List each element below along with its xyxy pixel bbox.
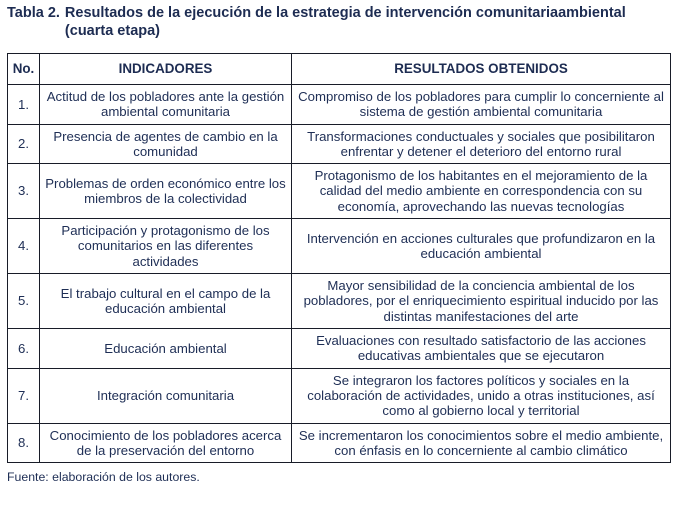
table-row: [8, 368, 671, 423]
indicator-cell: Educación ambiental: [40, 328, 292, 368]
indicator-cell: Integración comunitaria: [40, 368, 292, 423]
result-cell: Compromiso de los pobladores para cumplir lo concerniente al sistema de gestión ambiental comunitaria: [292, 84, 671, 124]
table-title-line1: Resultados de la ejecución de la estrategia de intervención comunitariaambiental: [64, 5, 626, 21]
result-cell: Evaluaciones con resultado satisfactorio de las acciones educativas ambientales que se ejecutaron: [292, 328, 671, 368]
indicator-cell: Actitud de los pobladores ante la gestión ambiental comunitaria: [40, 84, 292, 124]
row-number-cell: 3.: [8, 164, 40, 219]
table-row: [8, 423, 671, 463]
result-cell: Mayor sensibilidad de la conciencia ambiental de los pobladores, por el enriquecimiento espiritual inducido por las distintas manifestaciones del arte: [292, 274, 671, 329]
table-row: [8, 274, 671, 329]
table-title-line2: (cuarta etapa): [64, 22, 161, 39]
table-row: [8, 164, 671, 219]
row-number-cell: 4.: [8, 219, 40, 274]
source-note: Fuente: elaboración de los autores.: [7, 470, 200, 485]
table-row: [8, 219, 671, 274]
header-row: [8, 54, 671, 85]
indicator-cell: Conocimiento de los pobladores acerca de la preservación del entorno: [40, 423, 292, 463]
table-row: [8, 84, 671, 124]
results-table-header: [8, 54, 671, 85]
row-number-cell: 1.: [8, 84, 40, 124]
table-row: [8, 328, 671, 368]
indicator-cell: Problemas de orden económico entre los miembros de la colectividad: [40, 164, 292, 219]
indicator-cell: Presencia de agentes de cambio en la comunidad: [40, 124, 292, 164]
table-title-text: [65, 5, 670, 40]
table-row: [8, 124, 671, 164]
indicator-cell: El trabajo cultural en el campo de la educación ambiental: [40, 274, 292, 329]
row-number-cell: 8.: [8, 423, 40, 463]
column-header-resultados: RESULTADOS OBTENIDOS: [292, 54, 671, 85]
result-cell: Se integraron los factores políticos y sociales en la colaboración de actividades, unido a otras instituciones, así como al gobierno local y territorial: [292, 368, 671, 423]
result-cell: Intervención en acciones culturales que profundizaron en la educación ambiental: [292, 219, 671, 274]
results-table-body: [8, 84, 671, 462]
column-header-indicadores: INDICADORES: [40, 54, 292, 85]
row-number-cell: 7.: [8, 368, 40, 423]
table-title-label: Tabla 2.: [7, 5, 60, 21]
row-number-cell: 5.: [8, 274, 40, 329]
result-cell: Protagonismo de los habitantes en el mejoramiento de la calidad del medio ambiente en correspondencia con su economía, aprovechando las nuevas tecnologías: [292, 164, 671, 219]
results-table: [7, 53, 671, 463]
result-cell: Se incrementaron los conocimientos sobre el medio ambiente, con énfasis en lo concerniente al cambio climático: [292, 423, 671, 463]
row-number-cell: 2.: [8, 124, 40, 164]
result-cell: Transformaciones conductuales y sociales que posibilitaron enfrentar y detener el deterioro del entorno rural: [292, 124, 671, 164]
column-header-no: No.: [8, 54, 40, 85]
row-number-cell: 6.: [8, 328, 40, 368]
table-title: [7, 5, 670, 40]
indicator-cell: Participación y protagonismo de los comunitarios en las diferentes actividades: [40, 219, 292, 274]
